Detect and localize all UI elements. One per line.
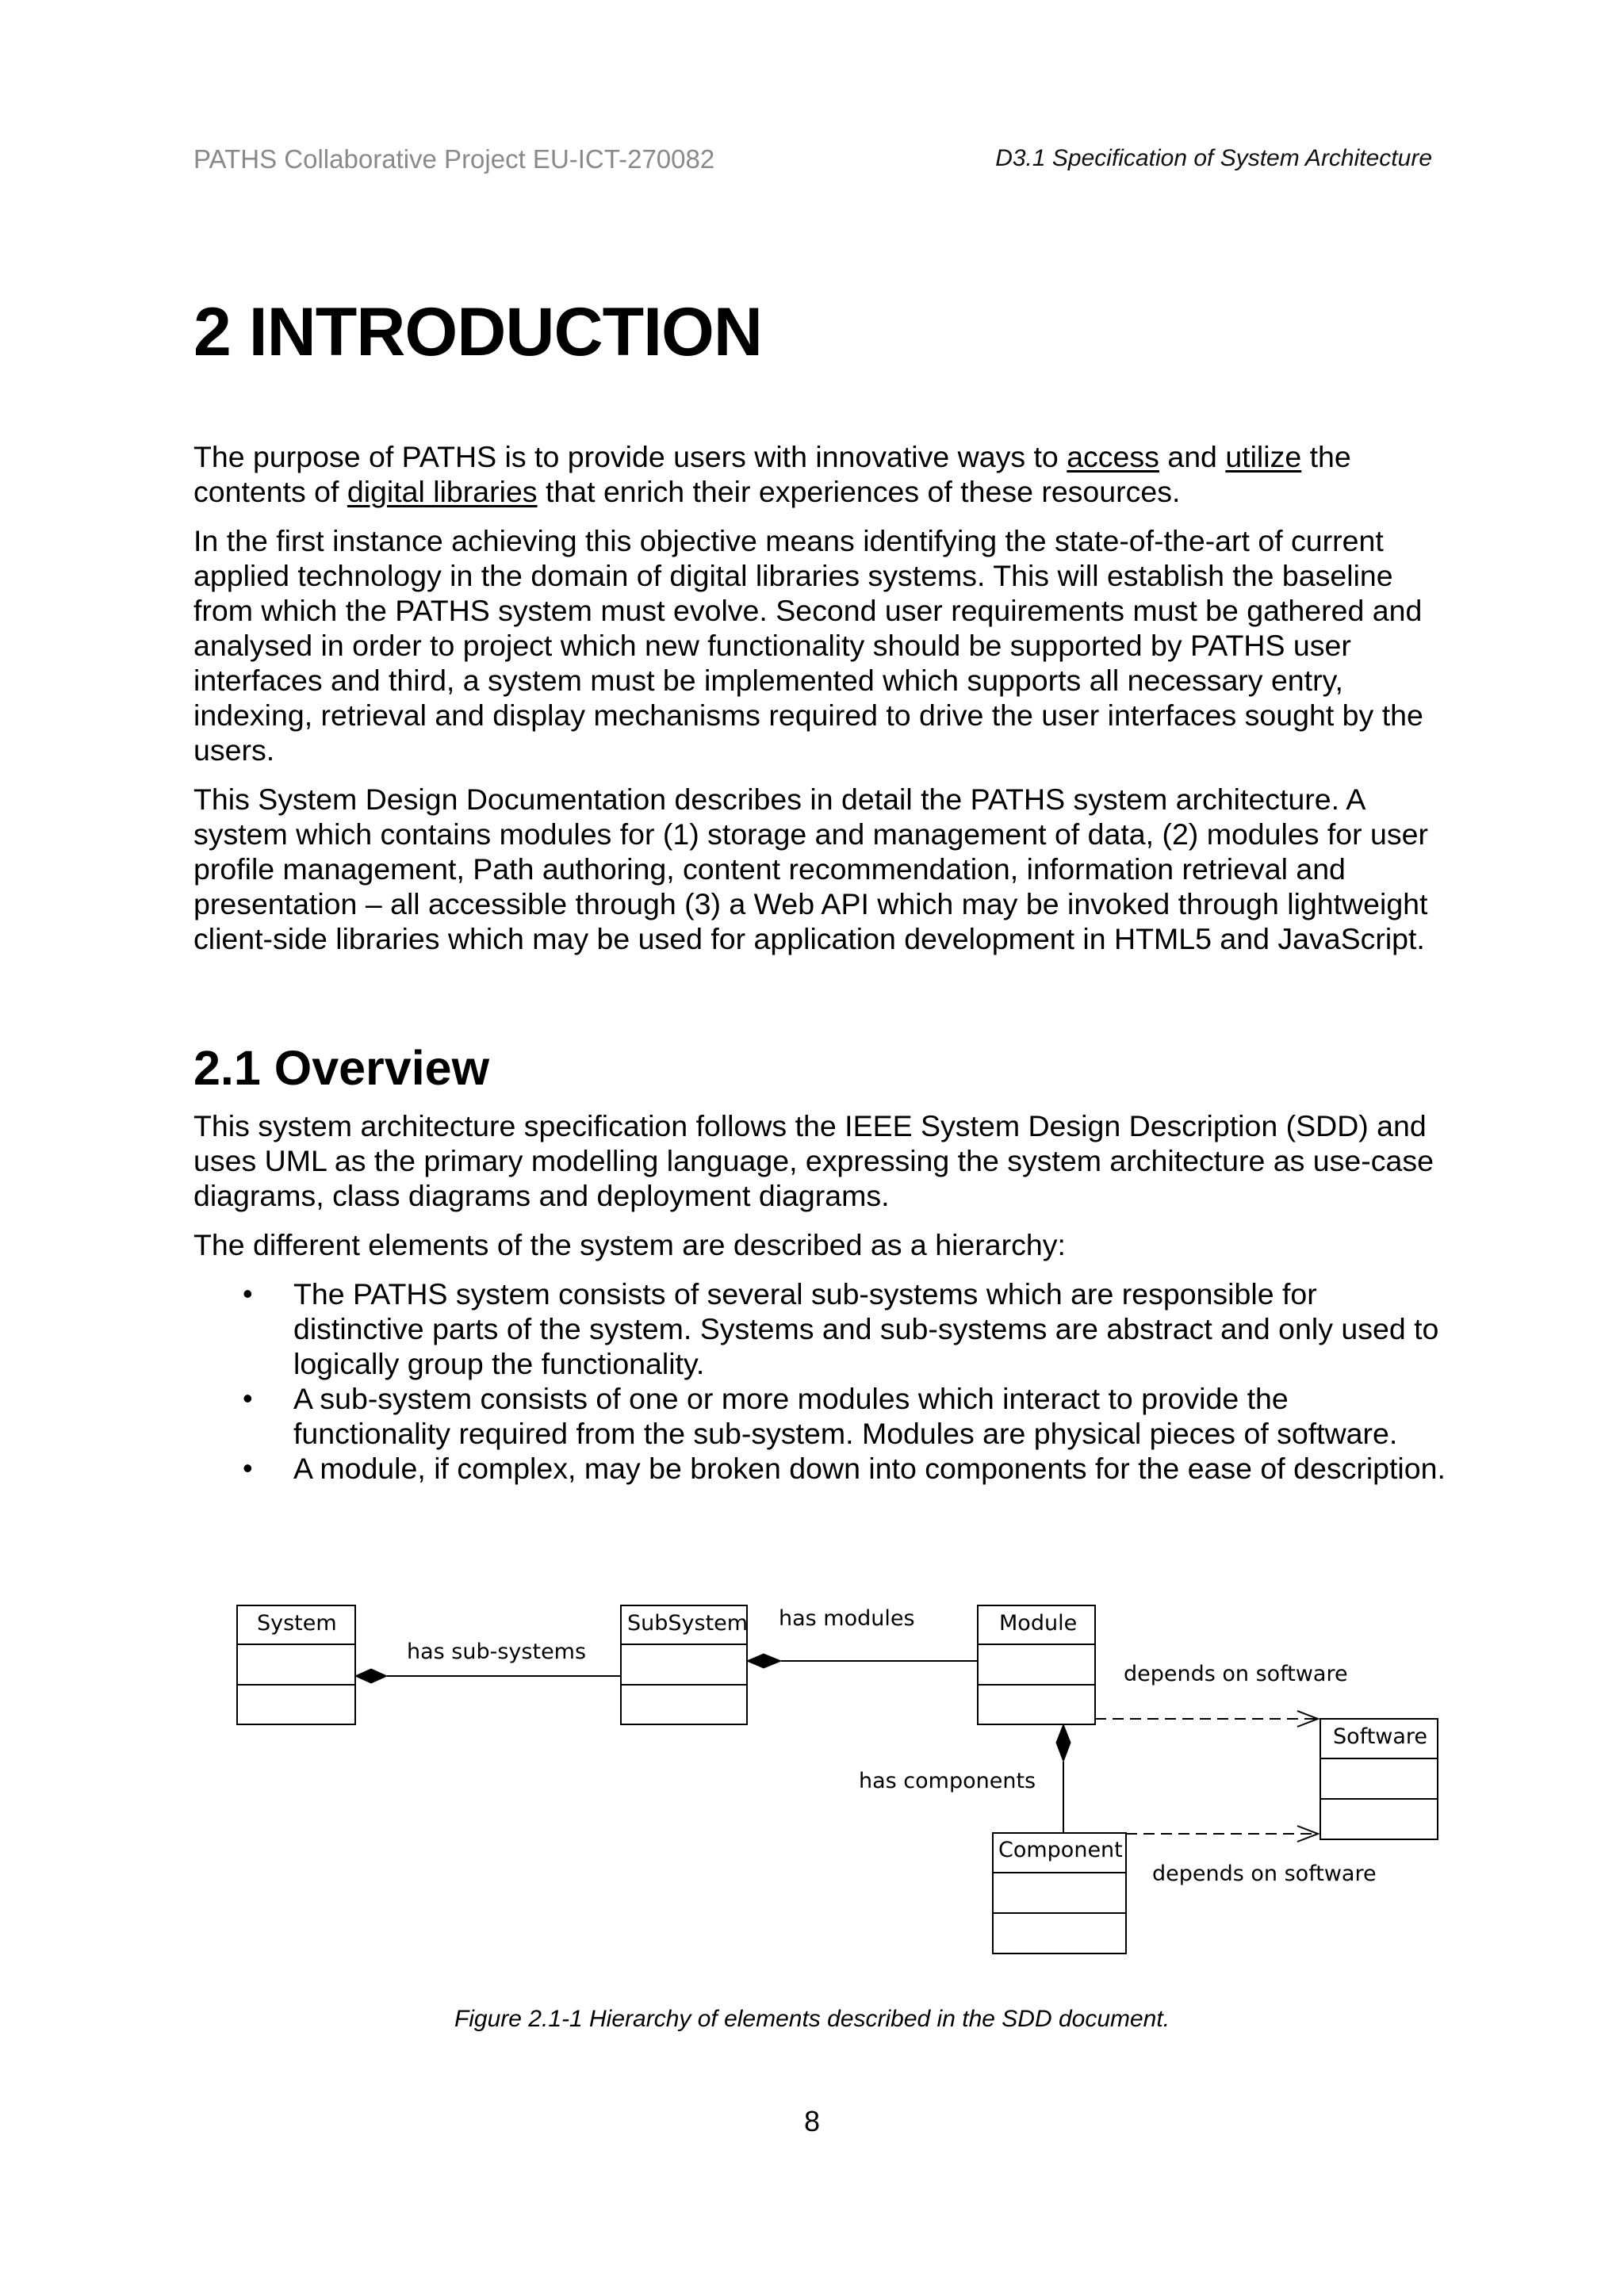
has-components-diamond (1056, 1724, 1071, 1762)
intro-paragraph-3: This System Design Documentation describes in detail the PATHS system architecture. A system which contains modules for (1) storage and management of data, (2) modules for user profile management, Path authoring, content recommendation, information retrieval and presentation – all accessible through (3) a Web API which may be invoked through lightweight client-side libraries which may be used for application development in HTML5 and JavaScript. (193, 783, 1429, 955)
overview-paragraph-1: This system architecture specification follows the IEEE System Design Description (SDD) and uses UML as the primary modelling language, expressing the system architecture as use-case diagrams, class diagrams and deployment diagrams. (193, 1109, 1434, 1212)
figure-caption: Figure 2.1-1 Hierarchy of elements described in the SDD document. (454, 2006, 1170, 2032)
module-class-name: Module (999, 1611, 1078, 1636)
module-depends-label: depends on software (1124, 1662, 1348, 1686)
list-item: • A module, if complex, may be broken down into components for the ease of description. (293, 1451, 1446, 1486)
access-link[interactable]: access (1067, 440, 1159, 473)
has-components-label: has components (859, 1769, 1036, 1793)
system-class-name: System (257, 1611, 337, 1636)
header-project: PATHS Collaborative Project EU-ICT-270082 (193, 144, 715, 174)
component-class-name: Component (998, 1838, 1123, 1862)
overview-paragraph-2: The different elements of the system are described as a hierarchy: (193, 1228, 1066, 1261)
header-document-title: D3.1 Specification of System Architecture (995, 145, 1432, 171)
has-modules-label: has modules (779, 1606, 915, 1631)
software-class-name: Software (1333, 1724, 1428, 1749)
intro-p1-text-b: and (1159, 440, 1226, 473)
component-depends-label: depends on software (1152, 1862, 1377, 1886)
has-modules-diamond (747, 1654, 781, 1668)
intro-p1-text-d: that enrich their experiences of these resources. (537, 475, 1181, 508)
has-subsystems-label: has sub-systems (407, 1640, 587, 1664)
list-item: • The PATHS system consists of several sub-systems which are responsible for distinctive parts of the system. Systems and sub-systems are abstract and only used to logically group the functionality. (293, 1276, 1446, 1381)
digital-libraries-link[interactable]: digital libraries (347, 475, 538, 508)
section-title-overview: 2.1 Overview (193, 1041, 490, 1095)
list-item: • A sub-system consists of one or more modules which interact to provide the functionality required from the sub-system. Modules are physical pieces of software. (293, 1381, 1446, 1451)
page-number: 8 (803, 2105, 821, 2137)
intro-p1-text-a: The purpose of PATHS is to provide users with innovative ways to (193, 440, 1067, 473)
subsystem-class-name: SubSystem (627, 1611, 749, 1636)
intro-paragraph-2: In the first instance achieving this objective means identifying the state-of-the-art of current applied technology in the domain of digital libraries systems. This will establish the baseline from which the PATHS system must evolve. Second user requirements must be gathered and analysed in order to project which new functionality should be supported by PATHS user interfaces and third, a system must be implemented which supports all necessary entry, indexing, retrieval and display mechanisms required to drive the user interfaces sought by the users. (193, 524, 1423, 767)
has-subsystems-diamond (355, 1669, 387, 1683)
chapter-title: 2 INTRODUCTION (193, 294, 762, 370)
utilize-link[interactable]: utilize (1225, 440, 1302, 473)
intro-p1-text-c: the contents of (193, 440, 1351, 508)
